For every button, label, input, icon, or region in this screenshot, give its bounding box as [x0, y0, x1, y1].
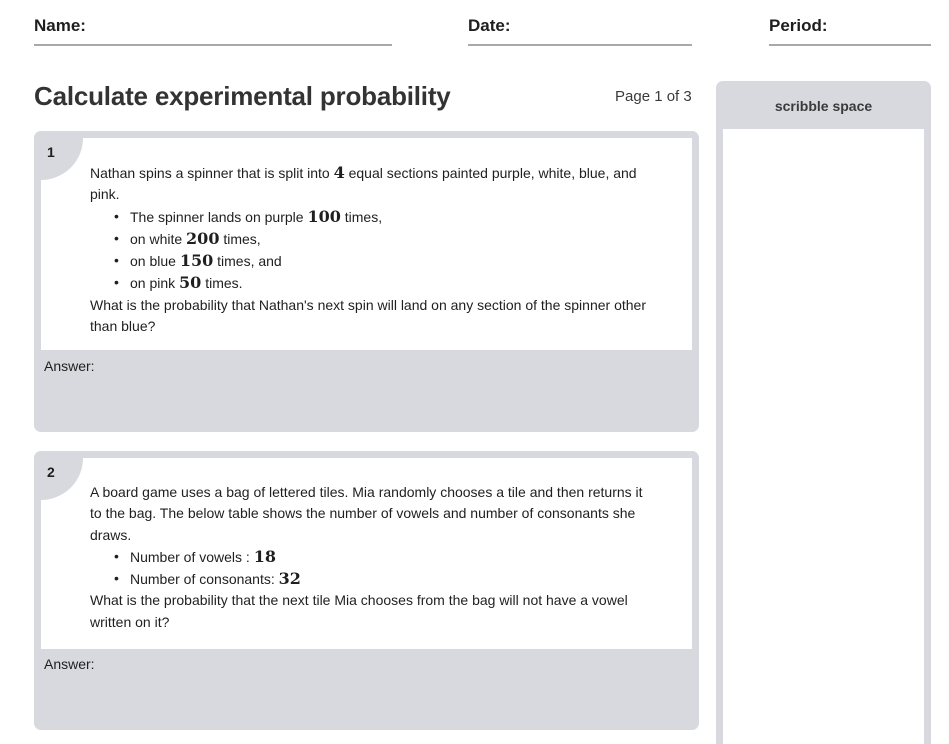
bullet-list	[90, 546, 652, 591]
date-label: Date:	[468, 16, 511, 35]
question-card	[34, 131, 699, 432]
period-field[interactable]	[769, 16, 931, 46]
answer-label: Answer:	[44, 358, 95, 374]
list-item	[114, 228, 652, 250]
math-value: 200	[186, 228, 220, 248]
list-item	[114, 272, 652, 294]
bullet-text: on pink	[130, 275, 180, 292]
bullet-text: times.	[201, 275, 243, 292]
question-body	[41, 138, 692, 350]
intro-text: equal sections painted purple, white, blue, and pink.	[90, 165, 637, 203]
question-card	[34, 451, 699, 730]
name-field[interactable]	[34, 16, 392, 46]
math-value: 32	[278, 569, 301, 589]
bullet-text: on blue	[130, 253, 180, 270]
scribble-label: scribble space	[774, 98, 873, 114]
math-value: 18	[253, 546, 276, 566]
list-item	[114, 546, 652, 568]
math-value: 4	[333, 163, 345, 182]
question-text	[90, 162, 652, 337]
bullet-list	[90, 206, 652, 295]
question-text	[90, 482, 652, 633]
answer-label: Answer:	[44, 656, 95, 672]
page-indicator: Page 1 of 3	[615, 88, 692, 105]
math-value: 150	[179, 251, 214, 271]
question-number: 1	[47, 144, 55, 160]
question-body	[41, 458, 692, 649]
bullet-text: Number of consonants:	[130, 571, 279, 588]
date-field[interactable]	[468, 16, 692, 46]
page-title: Calculate experimental probability	[34, 81, 451, 111]
intro-text: A board game uses a bag of lettered tiles. Mia randomly chooses a tile and then returns it to the bag. The below table shows the number of vowels and number of consonants she draws.	[90, 484, 643, 543]
name-label: Name:	[34, 16, 86, 35]
bullet-text: The spinner lands on purple	[130, 208, 308, 225]
bullet-text: times,	[340, 208, 383, 225]
question-number: 2	[47, 464, 55, 480]
question-prompt: What is the probability that Nathan's next spin will land on any section of the spinner other than blue?	[90, 296, 646, 335]
intro-text: Nathan spins a spinner that is split into	[90, 165, 334, 181]
question-prompt: What is the probability that the next tile Mia chooses from the bag will not have a vowel written on it?	[90, 592, 628, 630]
list-item	[114, 568, 652, 590]
math-value: 50	[179, 273, 202, 293]
scribble-panel	[716, 81, 931, 744]
bullet-text: on white	[130, 230, 187, 247]
bullet-text: times, and	[213, 253, 282, 270]
bullet-text: Number of vowels :	[130, 548, 254, 565]
list-item	[114, 250, 652, 272]
list-item	[114, 206, 652, 228]
period-label: Period:	[769, 16, 828, 35]
scribble-area[interactable]	[723, 129, 924, 744]
math-value: 100	[307, 206, 341, 226]
bullet-text: times,	[219, 230, 261, 247]
